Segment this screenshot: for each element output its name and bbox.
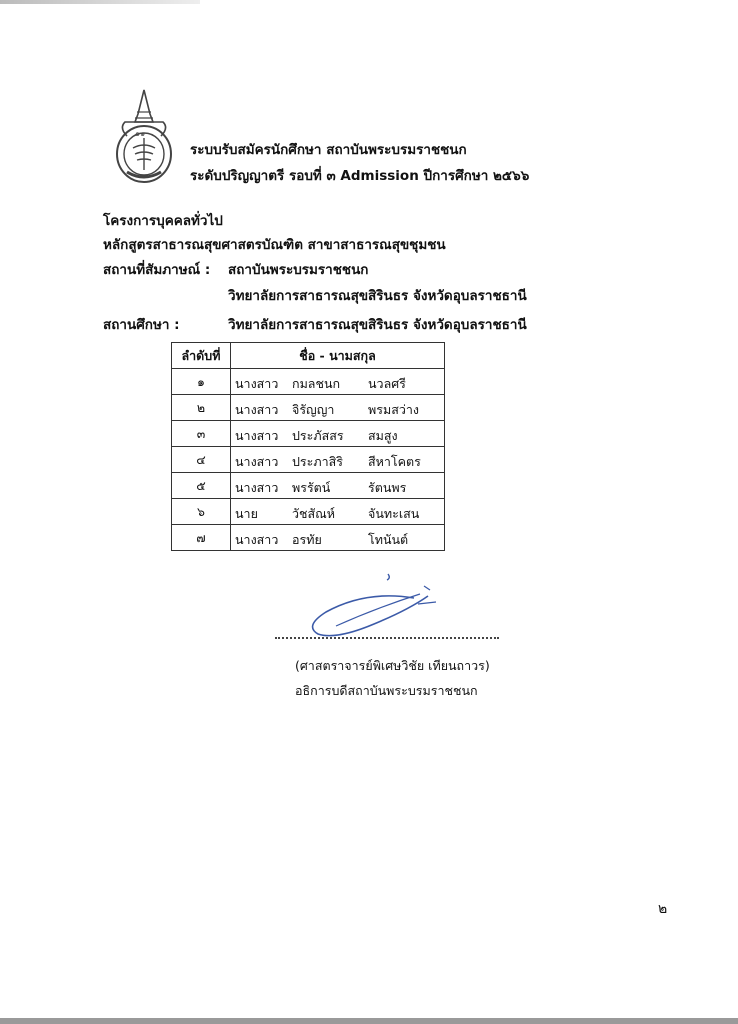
project-line: โครงการบุคคลทั่วไป <box>103 213 223 229</box>
name-title: นางสาว <box>235 428 279 443</box>
last-name: นวลศรี <box>368 376 406 391</box>
signature-line <box>275 637 499 639</box>
first-name: พรรัตน์ <box>292 480 331 495</box>
first-name: วัชสัณห์ <box>292 506 335 521</box>
col-header-order: ลำดับที่ <box>172 343 231 369</box>
interview-place-2: วิทยาลัยการสาธารณสุขสิรินธร จังหวัดอุบลราชธานี <box>228 288 527 304</box>
signature-icon <box>296 568 446 643</box>
header-subtitle: ระดับปริญญาตรี รอบที่ ๓ Admission ปีการศึกษา ๒๕๖๖ <box>190 168 530 184</box>
header-title: ระบบรับสมัครนักศึกษา สถาบันพระบรมราชชนก <box>190 142 467 158</box>
row-name <box>231 525 445 551</box>
first-name: กมลชนก <box>292 376 341 391</box>
first-name: ประภาสิริ <box>292 454 343 469</box>
study-place: วิทยาลัยการสาธารณสุขสิรินธร จังหวัดอุบลราชธานี <box>228 317 527 333</box>
applicant-table <box>171 342 445 551</box>
table-row <box>172 525 445 551</box>
scan-edge-bottom <box>0 1018 738 1024</box>
page-number: ๒ <box>658 901 668 917</box>
first-name: อรทัย <box>292 532 322 547</box>
row-number: ๒ <box>172 395 231 421</box>
last-name: จันทะเสน <box>368 506 420 521</box>
row-number: ๗ <box>172 525 231 551</box>
first-name: ประภัสสร <box>292 428 344 443</box>
table-row <box>172 499 445 525</box>
row-name <box>231 473 445 499</box>
row-number: ๕ <box>172 473 231 499</box>
name-title: นางสาว <box>235 402 279 417</box>
row-name <box>231 369 445 395</box>
study-label: สถานศึกษา : <box>103 317 180 333</box>
name-title: นางสาว <box>235 480 279 495</box>
curriculum-line: หลักสูตรสาธารณสุขศาสตรบัณฑิต สาขาสาธารณสุขชุมชน <box>103 237 446 253</box>
document-header <box>190 137 529 189</box>
last-name: สีหาโคตร <box>368 454 421 469</box>
interview-label: สถานที่สัมภาษณ์ : <box>103 262 211 278</box>
table-row <box>172 473 445 499</box>
table-row <box>172 447 445 473</box>
last-name: โทนันต์ <box>368 532 409 547</box>
name-title: นางสาว <box>235 454 279 469</box>
row-name <box>231 499 445 525</box>
svg-text:๑๑: ๑๑ <box>135 129 146 138</box>
col-header-name: ชื่อ - นามสกุล <box>231 343 445 369</box>
last-name: พรมสว่าง <box>368 402 419 417</box>
name-title: นางสาว <box>235 532 279 547</box>
row-name <box>231 447 445 473</box>
signer-name: (ศาสตราจารย์พิเศษวิชัย เทียนถาวร) <box>295 658 490 673</box>
first-name: จิรัญญา <box>292 402 335 417</box>
table-row <box>172 421 445 447</box>
institution-logo-icon <box>113 88 175 188</box>
table-row <box>172 369 445 395</box>
interview-place-1: สถาบันพระบรมราชชนก <box>228 262 369 278</box>
name-title: นาย <box>235 506 258 521</box>
last-name: สมสูง <box>368 428 398 443</box>
row-name <box>231 395 445 421</box>
signer-position: อธิการบดีสถาบันพระบรมราชชนก <box>295 683 478 698</box>
row-number: ๓ <box>172 421 231 447</box>
last-name: รัตนพร <box>368 480 407 495</box>
scan-edge-top <box>0 0 200 4</box>
row-name <box>231 421 445 447</box>
name-title: นางสาว <box>235 376 279 391</box>
table-header-row <box>172 343 445 369</box>
row-number: ๖ <box>172 499 231 525</box>
signer-block <box>295 653 490 703</box>
table-row <box>172 395 445 421</box>
row-number: ๔ <box>172 447 231 473</box>
row-number: ๑ <box>172 369 231 395</box>
